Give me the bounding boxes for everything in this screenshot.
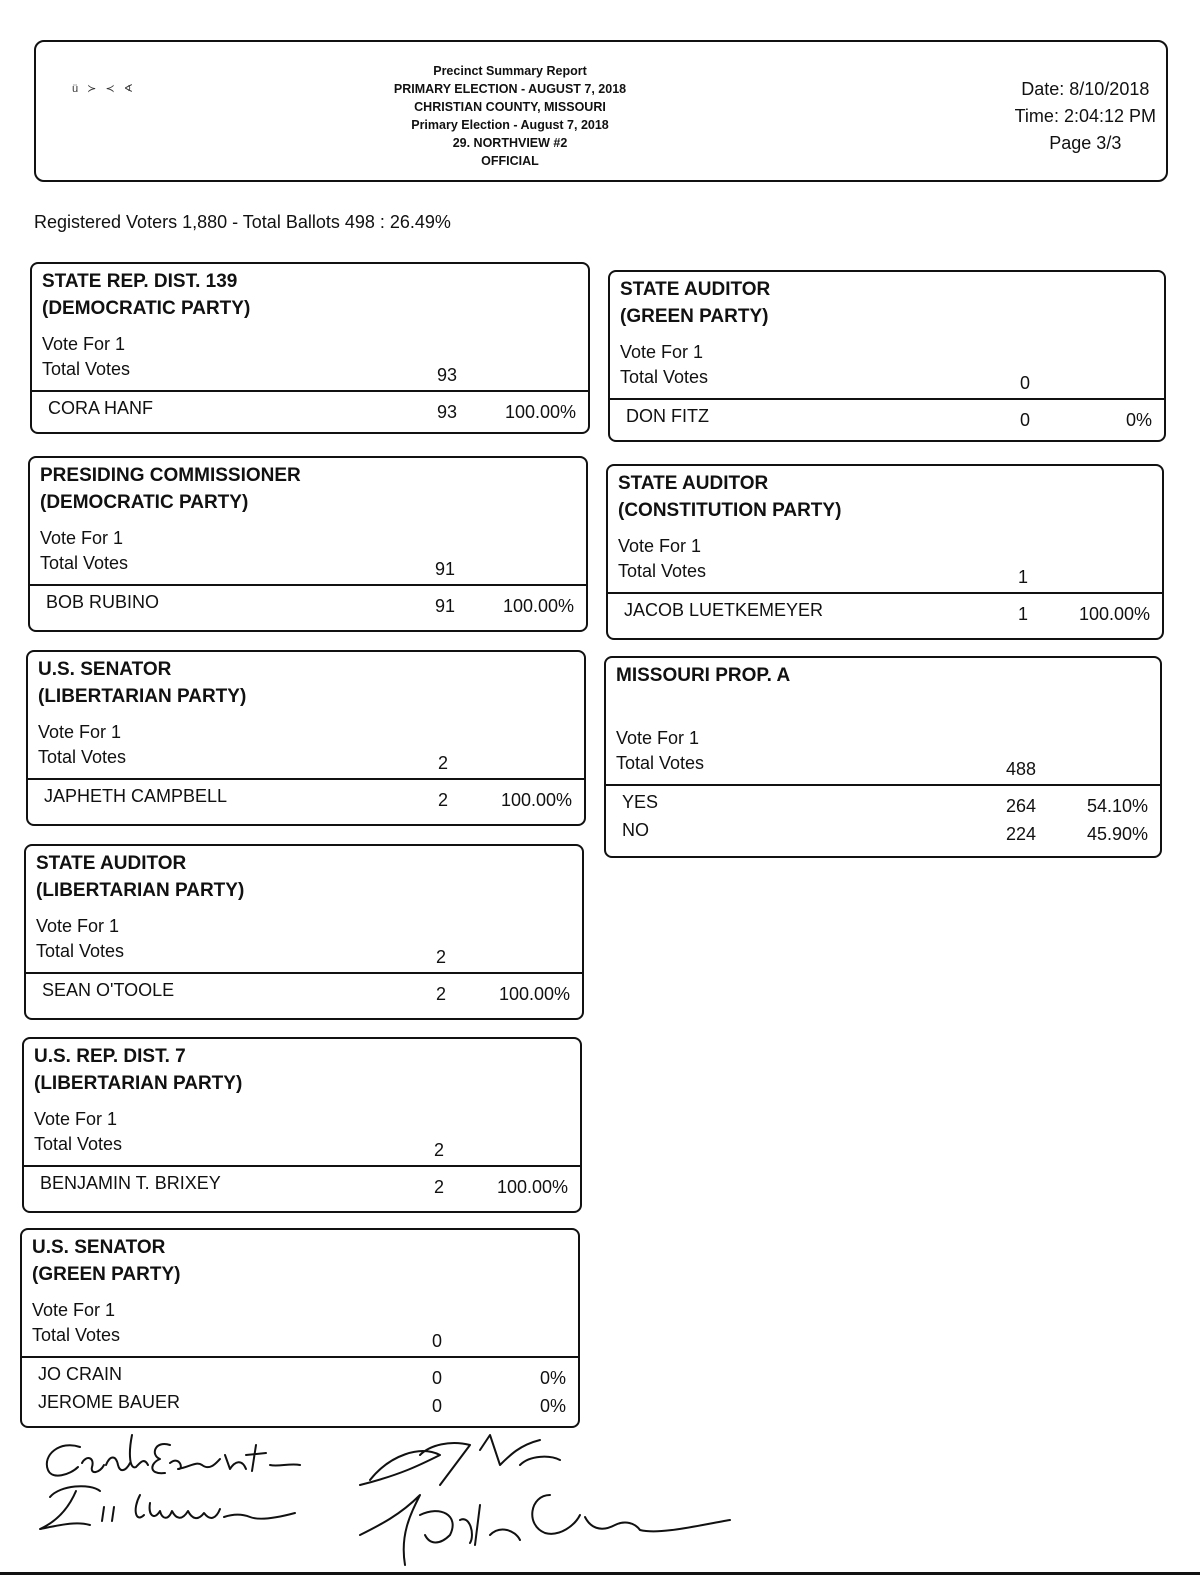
vote-for-label: Vote For 1 <box>42 334 126 354</box>
scan-marks: ü ≻ ≺ ∢ <box>72 83 136 95</box>
vote-for-label: Vote For 1 <box>38 722 122 742</box>
total-votes-label: Total Votes <box>616 753 705 773</box>
candidate-votes: 93 <box>436 402 458 422</box>
race-title <box>36 850 244 904</box>
total-votes-label: Total Votes <box>36 941 125 961</box>
candidate-name: JACOB LUETKEMEYER <box>624 600 824 620</box>
bottom-rule <box>0 1572 1200 1575</box>
vote-for-label: Vote For 1 <box>40 528 124 548</box>
candidate-percent: 0% <box>539 1368 566 1388</box>
candidate-percent: 0% <box>539 1396 566 1416</box>
race-box <box>22 1037 582 1213</box>
election-name: PRIMARY ELECTION - AUGUST 7, 2018 <box>393 82 627 96</box>
candidate-name: BENJAMIN T. BRIXEY <box>40 1173 221 1193</box>
candidate-percent: 100.00% <box>500 790 572 810</box>
candidate-name: NO <box>622 820 649 840</box>
candidate-row <box>624 600 1150 626</box>
candidate-percent: 100.00% <box>498 984 570 1004</box>
candidate-name: SEAN O'TOOLE <box>42 980 175 1000</box>
report-status: OFFICIAL <box>481 154 539 168</box>
race-divider <box>22 1356 578 1358</box>
candidate-votes: 0 <box>431 1368 442 1388</box>
candidate-row <box>48 398 576 424</box>
vote-for-label: Vote For 1 <box>616 728 700 748</box>
county-name: CHRISTIAN COUNTY, MISSOURI <box>414 100 606 114</box>
candidate-votes: 0 <box>1019 410 1030 430</box>
race-title-line: U.S. SENATOR <box>32 1237 166 1258</box>
candidate-name: YES <box>622 792 659 812</box>
race-title-line: STATE AUDITOR <box>620 279 771 300</box>
candidate-percent: 54.10% <box>1086 796 1148 816</box>
candidate-row <box>42 980 570 1006</box>
total-votes-value: 488 <box>1005 759 1037 779</box>
race-title-line: U.S. SENATOR <box>38 659 172 680</box>
candidate-percent: 45.90% <box>1086 824 1148 844</box>
signatures <box>20 1425 740 1575</box>
report-title: Precinct Summary Report <box>433 64 587 78</box>
candidate-row <box>622 792 1148 818</box>
race-box <box>28 456 588 632</box>
total-votes-value: 2 <box>437 753 448 773</box>
candidate-row <box>626 406 1152 432</box>
total-votes-label: Total Votes <box>40 553 129 573</box>
total-votes-label: Total Votes <box>34 1134 123 1154</box>
candidate-name: JAPHETH CAMPBELL <box>44 786 228 806</box>
vote-for-label: Vote For 1 <box>618 536 702 556</box>
total-votes-value: 93 <box>436 365 458 385</box>
race-title-line: STATE AUDITOR <box>618 473 769 494</box>
signature-2 <box>40 1486 295 1529</box>
race-divider <box>30 584 586 586</box>
candidate-row <box>40 1173 568 1199</box>
race-title <box>42 268 250 322</box>
race-divider <box>608 592 1162 594</box>
race-party-line: (LIBERTARIAN PARTY) <box>36 880 245 901</box>
registered-voters-summary: Registered Voters 1,880 - Total Ballots 498 : 26.49% <box>34 212 451 232</box>
race-party-line: (CONSTITUTION PARTY) <box>618 500 842 521</box>
candidate-votes: 224 <box>1005 824 1037 844</box>
race-party-line: (GREEN PARTY) <box>620 306 769 327</box>
race-box <box>30 262 590 434</box>
race-title <box>38 656 246 710</box>
candidate-votes: 91 <box>434 596 456 616</box>
vote-for-label: Vote For 1 <box>620 342 704 362</box>
race-box <box>26 650 586 826</box>
total-votes-value: 1 <box>1017 567 1028 587</box>
race-divider <box>610 398 1164 400</box>
race-divider <box>32 390 588 392</box>
race-title <box>40 462 301 516</box>
total-votes-label: Total Votes <box>32 1325 121 1345</box>
race-box <box>606 464 1164 640</box>
total-votes-label: Total Votes <box>620 367 709 387</box>
total-votes-label: Total Votes <box>38 747 127 767</box>
total-votes-value: 2 <box>435 947 446 967</box>
vote-for-label: Vote For 1 <box>36 916 120 936</box>
race-box <box>24 844 584 1020</box>
candidate-percent: 0% <box>1125 410 1152 430</box>
race-title <box>616 662 790 689</box>
candidate-row <box>38 1392 566 1418</box>
candidate-votes: 1 <box>1017 604 1028 624</box>
total-votes-label: Total Votes <box>618 561 707 581</box>
candidate-name: CORA HANF <box>48 398 154 418</box>
vote-for-label: Vote For 1 <box>32 1300 116 1320</box>
candidate-name: BOB RUBINO <box>46 592 160 612</box>
race-party-line: (DEMOCRATIC PARTY) <box>42 298 251 319</box>
race-title-line: PRESIDING COMMISSIONER <box>40 465 301 486</box>
total-votes-value: 0 <box>1019 373 1030 393</box>
report-date: Date: 8/10/2018 <box>1021 79 1150 99</box>
report-header <box>34 40 1168 182</box>
race-title <box>34 1043 242 1097</box>
header-center-block <box>336 62 684 170</box>
race-party-line: (LIBERTARIAN PARTY) <box>38 686 247 707</box>
precinct-name: 29. NORTHVIEW #2 <box>452 136 568 150</box>
race-title-line: STATE AUDITOR <box>36 853 187 874</box>
total-votes-value: 2 <box>433 1140 444 1160</box>
candidate-name: DON FITZ <box>626 406 709 426</box>
race-party-line: (LIBERTARIAN PARTY) <box>34 1073 243 1094</box>
total-votes-value: 91 <box>434 559 456 579</box>
race-divider <box>28 778 584 780</box>
total-votes-label: Total Votes <box>42 359 131 379</box>
candidate-votes: 2 <box>433 1177 444 1197</box>
total-votes-value: 0 <box>431 1331 442 1351</box>
candidate-row <box>44 786 572 812</box>
candidate-percent: 100.00% <box>496 1177 568 1197</box>
candidate-votes: 2 <box>437 790 448 810</box>
report-time: Time: 2:04:12 PM <box>1014 106 1156 126</box>
race-divider <box>606 784 1160 786</box>
election-type: Primary Election - August 7, 2018 <box>411 118 609 132</box>
race-title-line: MISSOURI PROP. A <box>616 665 791 686</box>
candidate-votes: 0 <box>431 1396 442 1416</box>
race-title <box>620 276 770 330</box>
candidate-votes: 264 <box>1005 796 1037 816</box>
race-divider <box>24 1165 580 1167</box>
signature-1 <box>47 1435 300 1476</box>
candidate-percent: 100.00% <box>502 596 574 616</box>
race-box <box>20 1228 580 1428</box>
candidate-name: JEROME BAUER <box>38 1392 181 1412</box>
header-meta <box>1015 76 1156 157</box>
race-box <box>608 270 1166 442</box>
race-title-line: U.S. REP. DIST. 7 <box>34 1046 186 1067</box>
race-party-line: (GREEN PARTY) <box>32 1264 181 1285</box>
candidate-row <box>622 820 1148 846</box>
candidate-row <box>46 592 574 618</box>
signatures-svg <box>20 1425 740 1575</box>
vote-for-label: Vote For 1 <box>34 1109 118 1129</box>
signature-3 <box>360 1435 730 1565</box>
candidate-row <box>38 1364 566 1390</box>
page-number: Page 3/3 <box>1049 133 1122 153</box>
race-divider <box>26 972 582 974</box>
race-box <box>604 656 1162 858</box>
candidate-percent: 100.00% <box>504 402 576 422</box>
race-title <box>32 1234 180 1288</box>
candidate-votes: 2 <box>435 984 446 1004</box>
race-party-line: (DEMOCRATIC PARTY) <box>40 492 249 513</box>
candidate-name: JO CRAIN <box>38 1364 123 1384</box>
candidate-percent: 100.00% <box>1078 604 1150 624</box>
race-title-line: STATE REP. DIST. 139 <box>42 271 238 292</box>
race-title <box>618 470 841 524</box>
